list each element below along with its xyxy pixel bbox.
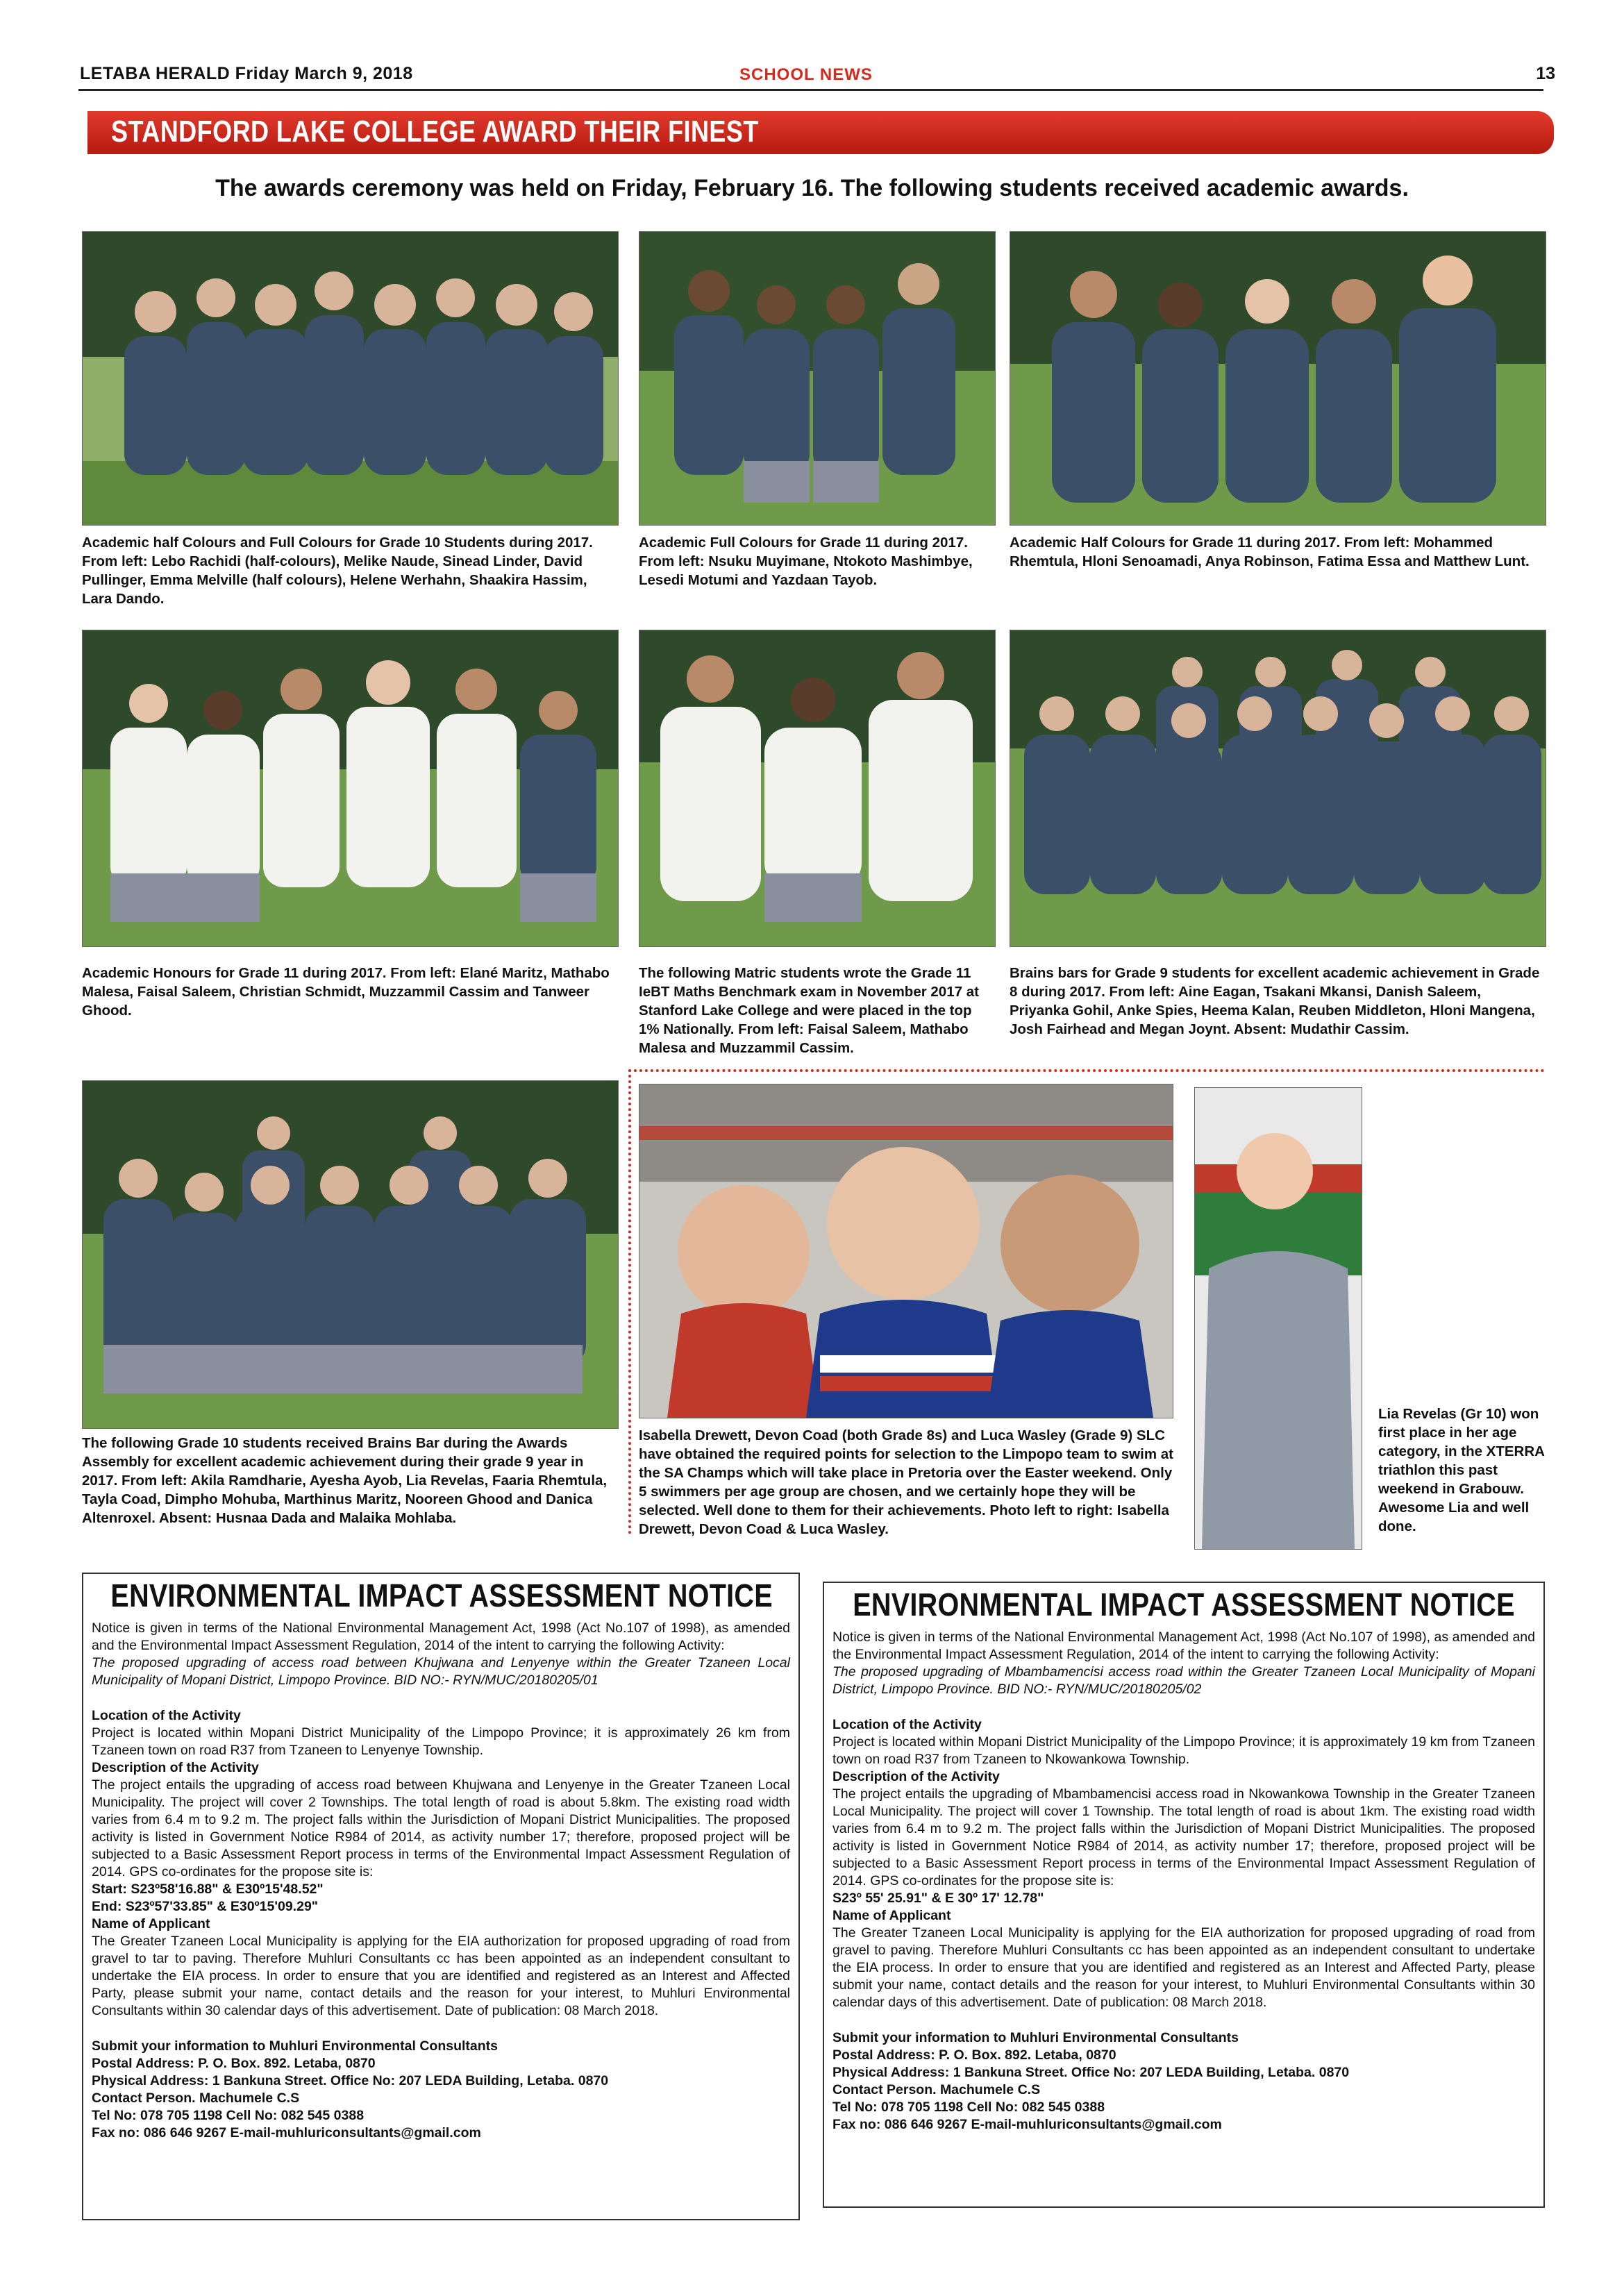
notice-applicant-heading: Name of Applicant	[92, 1916, 210, 1932]
notice-physical: Physical Address: 1 Bankuna Street. Office No: 207 LEDA Building, Letaba. 0870	[92, 2073, 609, 2088]
notice-physical: Physical Address: 1 Bankuna Street. Office No: 207 LEDA Building, Letaba. 0870	[832, 2065, 1350, 2080]
masthead-publication: LETABA HERALD Friday March 9, 2018	[80, 64, 413, 83]
notice-title: ENVIRONMENTAL IMPACT ASSESSMENT NOTICE	[853, 1586, 1515, 1623]
photo-swimmers	[639, 1084, 1173, 1418]
photo-lia-revelas	[1194, 1087, 1362, 1550]
notice-applicant: The Greater Tzaneen Local Municipality is applying for the EIA authorization for proposed upgrading of road from gravel to paving. Therefore Muhluri Consultants cc has been appointed as an independent consultant to undertake the EIA process. In order to ensure that you are identified and registered as an Interest and Affected Party, please submit your name, contact details and the reason for your interest, to Muhluri Environmental Consultants within 30 calendar days of this advertisement. Date of publication: 08 March 2018.	[832, 1925, 1535, 2010]
notice-applicant-heading: Name of Applicant	[832, 1908, 951, 1923]
notice-description: The project entails the upgrading of Mbambamencisi access road in Nkowankowa Township in the Greater Tzaneen Local Municipality. The project will cover 1 Township. The total length of road is about 1km. The existing road width varies from 6.4 m to 9.2 m. The project falls within the Jurisdiction of Mopani District Municipalities. The proposed activity is listed in Government Notice R984 of 2014, as activity number 17; therefore, proposed project will be subjected to a Basic Assessment Report process in terms of the Environmental Impact Assessment Regulation of 2014. GPS co-ordinates for the propose site is:	[832, 1786, 1535, 1888]
notice-postal: Postal Address: P. O. Box. 892. Letaba, 0870	[92, 2056, 376, 2071]
dotted-separator-horizontal	[628, 1069, 1545, 1072]
photo-grade11-full-colours	[639, 231, 996, 526]
photo-grade11-half-colours	[1010, 231, 1546, 526]
dotted-separator-vertical	[628, 1069, 631, 1534]
notice-location: Project is located within Mopani District Municipality of the Limpopo Province; it is approximately 19 km from Tzaneen town on road R37 from Tzaneen to Nkowankowa Township.	[832, 1734, 1535, 1767]
caption-grade11-honours: Academic Honours for Grade 11 during 2017. From left: Elané Maritz, Mathabo Malesa, Faisal Saleem, Christian Schmidt, Muzzammil Cassim and Tanweer Ghood.	[82, 965, 610, 1019]
notice-contact: Contact Person. Machumele C.S	[92, 2090, 300, 2106]
eia-notice-mbambamencisi	[823, 1582, 1545, 2208]
notice-submit-heading: Submit your information to Muhluri Environmental Consultants	[92, 2038, 498, 2054]
photo-grade10-colours	[82, 231, 619, 526]
masthead-rule	[78, 89, 1543, 91]
notice-title: ENVIRONMENTAL IMPACT ASSESSMENT NOTICE	[110, 1577, 773, 1614]
notice-location-heading: Location of the Activity	[832, 1717, 982, 1732]
notice-postal: Postal Address: P. O. Box. 892. Letaba, 0870	[832, 2047, 1116, 2063]
notice-tel: Tel No: 078 705 1198 Cell No: 082 545 0388	[92, 2108, 365, 2123]
caption-grade10-colours: Academic half Colours and Full Colours for Grade 10 Students during 2017. From left: Lebo Rachidi (half-colours), Melike Naude, Sinead Linder, David Pullinger, Emma Melville (half colours), Helene Werhahn, Shaakira Hassim, Lara Dando.	[82, 535, 593, 607]
notice-gps-start: Start: S23º58'16.88" & E30º15'48.52"	[92, 1882, 324, 1897]
eia-notice-khujwana	[82, 1573, 800, 2220]
caption-lia-revelas: Lia Revelas (Gr 10) won first place in her age category, in the XTERRA triathlon this past weekend in Grabouw. Awesome Lia and well done.	[1378, 1406, 1545, 1534]
photo-grade11-honours	[82, 630, 619, 947]
notice-description: The project entails the upgrading of access road between Khujwana and Lenyenye in the Greater Tzaneen Local Municipality. The project will cover 2 Townships. The total length of road is about 5.8km. The existing road width varies from 6.4 m to 9.2 m. The project falls within the Jurisdiction of Mopani District Municipalities. The proposed activity is listed in Government Notice R984 of 2014, as activity number 17; therefore, proposed project will be subjected to a Basic Assessment Report process in terms of the Environmental Impact Assessment Regulation of 2014. GPS co-ordinates for the propose site is:	[92, 1777, 790, 1879]
photo-grade9-brains-bars	[1010, 630, 1546, 947]
photo-grade10-brains-bar	[82, 1080, 619, 1429]
notice-fax-email: Fax no: 086 646 9267 E-mail-muhluriconsultants@gmail.com	[92, 2125, 481, 2140]
notice-tel: Tel No: 078 705 1198 Cell No: 082 545 0388	[832, 2100, 1105, 2115]
caption-grade10-brains-bar: The following Grade 10 students received Brains Bar during the Awards Assembly for excellent academic achievement during their grade 9 year in 2017. From left: Akila Ramdharie, Ayesha Ayob, Lia Revelas, Faaria Rhemtula, Tayla Coad, Dimpho Mohuba, Marthinus Maritz, Nooreen Ghood and Danica Altenroxel. Absent: Husnaa Dada and Malaika Mohlaba.	[82, 1435, 608, 1526]
notice-gps: S23º 55' 25.91" & E 30º 17' 12.78"	[832, 1891, 1044, 1906]
headline: STANDFORD LAKE COLLEGE AWARD THEIR FINEST	[111, 115, 759, 149]
caption-swimmers: Isabella Drewett, Devon Coad (both Grade 8s) and Luca Wasley (Grade 9) SLC have obtained the required points for selection to the Limpopo team to swim at the SA Champs which will take place in Pretoria over the Easter weekend. Only 5 swimmers per age group are chosen, and we certainly hope they will be selected. Well done to them for their achievements. Photo left to right: Isabella Drewett, Devon Coad & Luca Wasley.	[639, 1427, 1173, 1537]
photo-matric-benchmark	[639, 630, 996, 947]
caption-grade11-half-colours: Academic Half Colours for Grade 11 during 2017. From left: Mohammed Rhemtula, Hloni Senoamadi, Anya Robinson, Fatima Essa and Matthew Lunt.	[1010, 535, 1530, 569]
subtitle: The awards ceremony was held on Friday, February 16. The following students received academic awards.	[215, 175, 1409, 201]
notice-contact: Contact Person. Machumele C.S	[832, 2082, 1041, 2097]
notice-description-heading: Description of the Activity	[832, 1769, 1000, 1784]
caption-matric-benchmark: The following Matric students wrote the Grade 11 IeBT Maths Benchmark exam in November 2017 at Stanford Lake College and were placed in the top 1% Nationally. From left: Faisal Saleem, Mathabo Malesa and Muzzammil Cassim.	[639, 965, 979, 1056]
notice-intro: Notice is given in terms of the National Environmental Management Act, 1998 (Act No.107 of 1998), as amended and the Environmental Impact Assessment Regulation, 2014 of the intent to carrying the following Activity:	[92, 1620, 790, 1653]
page-number: 13	[1536, 64, 1555, 83]
notice-submit-heading: Submit your information to Muhluri Environmental Consultants	[832, 2030, 1239, 2045]
notice-description-heading: Description of the Activity	[92, 1760, 259, 1775]
notice-fax-email: Fax no: 086 646 9267 E-mail-muhluriconsultants@gmail.com	[832, 2117, 1222, 2132]
notice-location-heading: Location of the Activity	[92, 1708, 241, 1723]
caption-grade9-brains-bars: Brains bars for Grade 9 students for excellent academic achievement in Grade 8 during 2017. From left: Aine Eagan, Tsakani Mkansi, Danish Saleem, Priyanka Gohil, Anke Spies, Heema Kalan, Reuben Middleton, Hloni Mangena, Josh Fairhead and Megan Joynt. Absent: Mudathir Cassim.	[1010, 965, 1540, 1037]
notice-activity: The proposed upgrading of Mbambamencisi access road within the Greater Tzaneen Local Municipality of Mopani District, Limpopo Province. BID NO:- RYN/MUC/20180205/02	[832, 1664, 1535, 1697]
notice-gps-end: End: S23º57'33.85" & E30º15'09.29"	[92, 1899, 319, 1914]
notice-applicant: The Greater Tzaneen Local Municipality is applying for the EIA authorization for proposed upgrading of road from gravel to tar to paving. Therefore Muhluri Consultants cc has been appointed as an independent consultant to undertake the EIA process. In order to ensure that you are identified and registered as an Interest and Affected Party, please submit your name, contact details and the reason for your interest, to Muhluri Environmental Consultants within 30 calendar days of this advertisement. Date of publication: 08 March 2018.	[92, 1934, 790, 2018]
section-label: SCHOOL NEWS	[739, 65, 873, 84]
notice-activity: The proposed upgrading of access road between Khujwana and Lenyenye within the Greater Tzaneen Local Municipality of Mopani District, Limpopo Province. BID NO:- RYN/MUC/20180205/01	[92, 1655, 790, 1688]
notice-intro: Notice is given in terms of the National Environmental Management Act, 1998 (Act No.107 of 1998), as amended and the Environmental Impact Assessment Regulation, 2014 of the intent to carrying the following Activity:	[832, 1629, 1535, 1662]
caption-grade11-full-colours: Academic Full Colours for Grade 11 during 2017. From left: Nsuku Muyimane, Ntokoto Mashimbye, Lesedi Motumi and Yazdaan Tayob.	[639, 535, 973, 588]
notice-location: Project is located within Mopani District Municipality of the Limpopo Province; it is approximately 26 km from Tzaneen town on road R37 from Tzaneen to Lenyenye Township.	[92, 1725, 790, 1758]
